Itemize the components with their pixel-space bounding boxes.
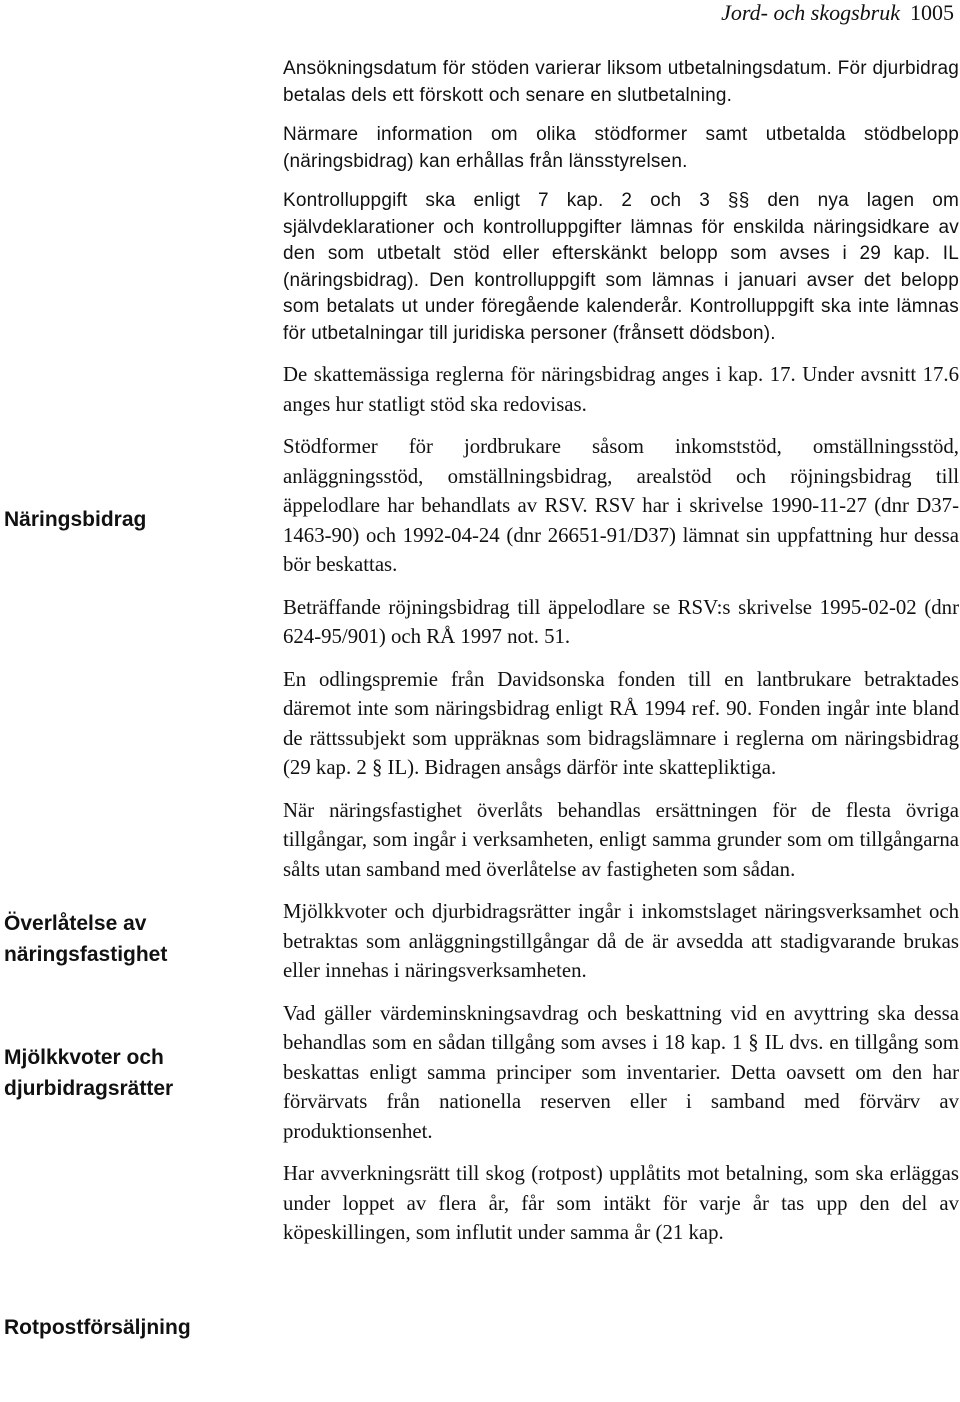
margin-heading-line: näringsfastighet bbox=[4, 943, 168, 966]
paragraph: Har avverkningsrätt till skog (rotpost) upplåtits mot betalning, som ska erläggas under loppet av flera år, får som intäkt för varje år tas upp den del av köpeskillingen, som influtit under samma år (21 kap. bbox=[283, 1162, 959, 1244]
margin-heading-mjolkkvoter bbox=[4, 1042, 274, 1104]
paragraph: Vad gäller värdeminskningsavdrag och beskattning vid en avyttring ska dessa behandlas som en sådan tillgång som avses i 18 kap. 1 § IL dvs. en tillgång som beskattas enligt samma principer som inventarier. Detta oavsett om den har förvärvats från nationella reserven eller i samband med förvärv av produktionsenhet. bbox=[283, 1001, 959, 1143]
running-title: Jord- och skogsbruk bbox=[721, 0, 900, 25]
page-number: 1005 bbox=[910, 0, 954, 25]
paragraph: När näringsfastighet överlåts behandlas ersättningen för de flesta övriga tillgångar, som ingår i verksamheten, enligt samma grunder som om tillgångarna sålts utan samband med överlåtelse av fastigheten som sådan. bbox=[283, 798, 959, 881]
margin-heading-text: Rotpostförsäljning bbox=[4, 1316, 191, 1339]
margin-heading-naringsbidrag bbox=[4, 504, 274, 535]
margin-heading-text: Näringsbidrag bbox=[4, 508, 147, 531]
margin-heading-line: Mjölkkvoter och bbox=[4, 1046, 164, 1069]
margin-heading-line: djurbidragsrätter bbox=[4, 1077, 174, 1100]
paragraph: Ansökningsdatum för stöden varierar liksom utbetalningsdatum. För djurbidrag betalas dels ett förskott och senare en slutbetalning. bbox=[283, 58, 959, 106]
paragraph: De skattemässiga reglerna för näringsbidrag anges i kap. 17. Under avsnitt 17.6 anges hur statligt stöd ska redovisas. bbox=[283, 363, 959, 416]
margin-heading-line: Överlåtelse av bbox=[4, 912, 147, 935]
body-text bbox=[283, 56, 959, 1261]
margin-heading-overlatelse bbox=[4, 908, 274, 970]
paragraph: Närmare information om olika stödformer samt utbetalda stödbelopp (näringsbidrag) kan erhållas från länsstyrelsen. bbox=[283, 124, 959, 172]
paragraph: Beträffande röjningsbidrag till äppelodlare se RSV:s skrivelse 1995-02-02 (dnr 624-95/901) och RÅ 1997 not. 51. bbox=[283, 595, 959, 648]
running-header bbox=[721, 0, 954, 26]
paragraph: Mjölkkvoter och djurbidragsrätter ingår i inkomstslaget näringsverksamhet och betraktas som anläggningstillgångar då de är avsedda att stadigvarande brukas eller innehas i näringsverksamheten. bbox=[283, 900, 959, 982]
paragraph: En odlingspremie från Davidsonska fonden till en lantbrukare betraktades däremot inte som näringsbidrag enligt RÅ 1994 ref. 90. Fonden ingår inte bland de rättssubjekt som uppräknas som bidragslämnare i reglerna om näringsbidrag (29 kap. 2 § IL). Bidragen ansågs därför inte skattepliktiga. bbox=[283, 667, 959, 779]
paragraph: Kontrolluppgift ska enligt 7 kap. 2 och 3 §§ den nya lagen om självdeklarationer och kontrolluppgifter lämnas för enskilda näringsidkare av den som utbetalt stöd eller efterskänkt belopp som avses i 29 kap. IL (näringsbidrag). Den kontrolluppgift som lämnas i januari avser det belopp som betalats ut under föregående kalenderår. Kontrolluppgift ska inte lämnas för utbetalningar till juridiska personer (frånsett dödsbon). bbox=[283, 190, 959, 344]
paragraph: Stödformer för jordbrukare såsom inkomststöd, omställningsstöd, anläggningsstöd, omställningsbidrag, arealstöd och röjningsbidrag till äppelodlare har behandlats av RSV. RSV har i skrivelse 1990-11-27 (dnr D37-1463-90) och 1992-04-24 (dnr 26651-91/D37) lämnat sin uppfattning hur dessa bör beskattas. bbox=[283, 435, 959, 576]
margin-heading-rotpost bbox=[4, 1312, 274, 1343]
